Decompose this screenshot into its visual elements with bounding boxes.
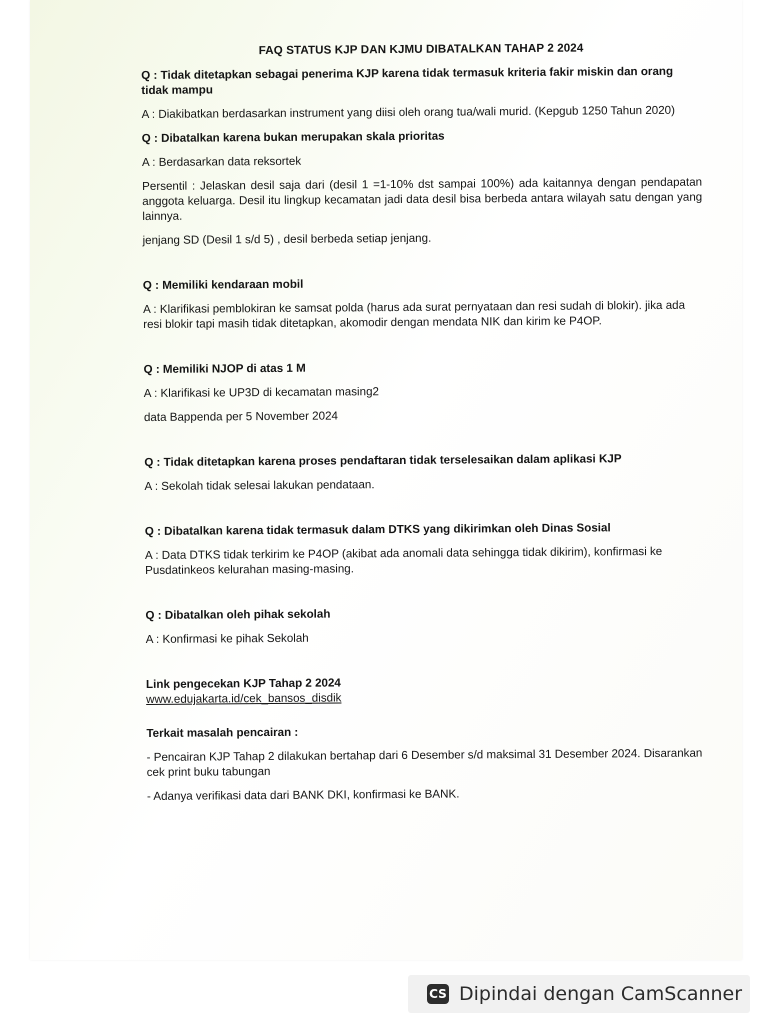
question-1: Q : Tidak ditetapkan sebagai penerima KJP karena tidak termasuk kriteria fakir miskin dan orang tidak mampu (141, 64, 674, 97)
question-6: Q : Dibatalkan karena tidak termasuk dalam DTKS yang dikirimkan oleh Dinas Sosial (144, 521, 611, 538)
answer-1: A : Diakibatkan berdasarkan instrument yang diisi oleh orang tua/wali murid. (Kepgub 1250 Tahun 2020) (141, 103, 676, 121)
answer-7: A : Konfirmasi ke pihak Sekolah (145, 631, 309, 646)
pencairan-heading: Terkait masalah pencairan : (146, 725, 299, 740)
question-3: Q : Memiliki kendaraan mobil (142, 277, 304, 292)
question-4: Q : Memiliki NJOP di atas 1 M (143, 361, 306, 376)
camscanner-text: Dipindai dengan CamScanner (459, 983, 743, 1005)
camscanner-logo-icon: CS (427, 984, 449, 1004)
pencairan-item-2: - Adanya verifikasi data dari BANK DKI, konfirmasi ke BANK. (146, 787, 460, 803)
pencairan-item-1: - Pencairan KJP Tahap 2 dilakukan bertahap dari 6 Desember s/d maksimal 31 Desember 2024. Disarankan cek print buku tabungan (146, 746, 703, 779)
answer-2-persentil-note: Persentil : Jelaskan desil saja dari (desil 1 =1-10% dst sampai 100%) ada kaitannya dengan pendapatan anggota keluarga. Desil itu lingkup kecamatan jadi data desil bisa berbeda antara wilayah satu dengan yang lainnya. (142, 175, 703, 223)
scanned-page (30, 0, 742, 960)
document-title: FAQ STATUS KJP DAN KJMU DIBATALKAN TAHAP 2 2024 (258, 41, 584, 58)
answer-6: A : Data DTKS tidak terkirim ke P4OP (akibat ada anomali data sehingga tidak dikirim), konfirmasi ke Pusdatinkeos kelurahan masing-masing. (144, 544, 663, 577)
answer-5: A : Sekolah tidak selesai lakukan pendataan. (144, 478, 375, 493)
answer-2-jenjang-note: jenjang SD (Desil 1 s/d 5) , desil berbeda setiap jenjang. (142, 231, 432, 247)
camscanner-badge (408, 975, 750, 1013)
answer-4: A : Klarifikasi ke UP3D di kecamatan masing2 (143, 385, 379, 400)
faq-content (141, 40, 707, 813)
question-5: Q : Tidak ditetapkan karena proses pendaftaran tidak terselesaikan dalam aplikasi KJP (144, 452, 622, 469)
question-7: Q : Dibatalkan oleh pihak sekolah (145, 607, 331, 622)
answer-3: A : Klarifikasi pemblokiran ke samsat polda (harus ada surat pernyataan dan resi sudah di blokir). jika ada resi blokir tapi masih tidak ditetapkan, akomodir dengan mendata NIK dan kirim ke P4OP. (143, 298, 686, 331)
question-2: Q : Dibatalkan karena bukan merupakan skala prioritas (141, 129, 445, 145)
link-label: Link pengecekan KJP Tahap 2 2024 (145, 676, 341, 691)
answer-4-note: data Bappenda per 5 November 2024 (143, 409, 338, 424)
answer-2: A : Berdasarkan data reksortek (141, 154, 302, 169)
check-link[interactable]: www.edujakarta.id/cek_bansos_disdik (146, 691, 342, 706)
